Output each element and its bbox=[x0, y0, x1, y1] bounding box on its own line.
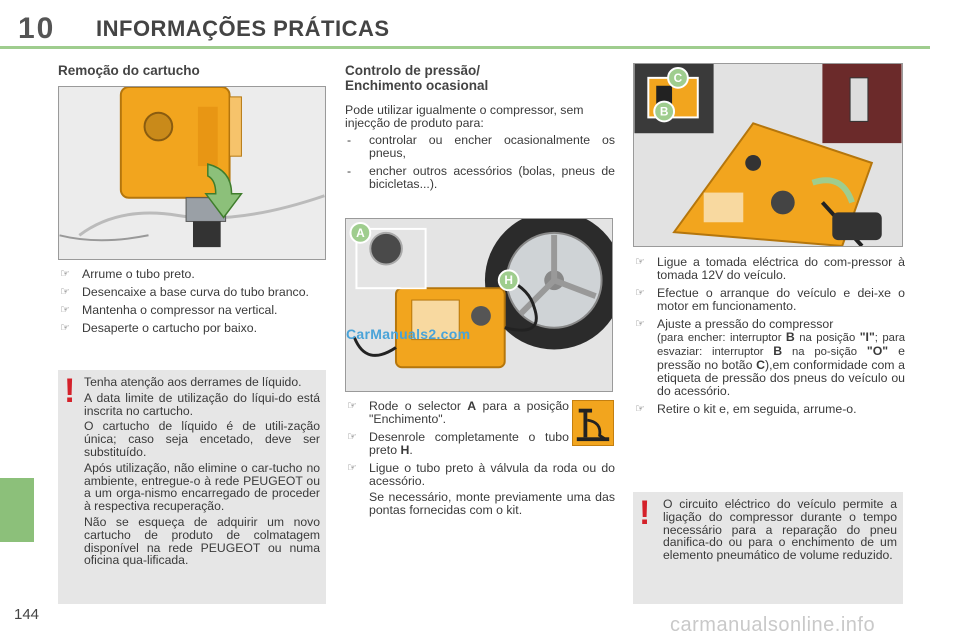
section-title-line: Controlo de pressão/ bbox=[345, 63, 481, 78]
step-text: ),em conformidade com a etiqueta de pressão dos pneus do veículo ou do acessório. bbox=[657, 358, 906, 398]
list-item bbox=[633, 318, 905, 398]
list-item bbox=[345, 165, 615, 191]
pointing-hand-icon: ☞ bbox=[635, 318, 645, 330]
tire-pump-icon bbox=[573, 401, 613, 445]
step-text: Arrume o tubo preto. bbox=[82, 267, 195, 281]
compressor-steps-list bbox=[633, 256, 905, 421]
list-item bbox=[58, 322, 328, 335]
pointing-hand-icon: ☞ bbox=[635, 287, 645, 299]
warning-paragraph: A data limite de utilização do líqui-do está inscrita no cartucho. bbox=[84, 390, 320, 418]
watermark-carmanuals: CarManuals2.com bbox=[346, 326, 471, 342]
callout-label-h: H bbox=[504, 273, 513, 288]
step-text: Ligue a tomada eléctrica do com-pressor à tomada 12V do veículo. bbox=[657, 255, 905, 282]
step-text: e pressão no botão bbox=[657, 344, 906, 372]
step-text: Rode o selector bbox=[369, 399, 468, 413]
list-item bbox=[633, 256, 905, 282]
callout-label-a: A bbox=[356, 225, 365, 240]
step-text: . bbox=[409, 443, 413, 457]
step-bold: "I" bbox=[859, 330, 875, 344]
warning-paragraph: Tenha atenção aos derrames de líquido. bbox=[84, 375, 302, 389]
warning-paragraph: Após utilização, não elimine o car-tucho no ambiente, entregue-o à rede PEUGEOT ou a um orga-nismo encarregado de proceder à respectiva recuperação. bbox=[84, 460, 320, 514]
callout-label-c: C bbox=[673, 70, 683, 85]
figure-compressor-switches bbox=[633, 63, 903, 247]
list-item bbox=[345, 134, 615, 160]
figure-compressor-wheel bbox=[345, 218, 613, 392]
list-text: controlar ou encher ocasionalmente os pneus, bbox=[369, 133, 615, 160]
list-item bbox=[58, 286, 328, 299]
page-number: 144 bbox=[14, 606, 40, 623]
watermark: carmanualsonline.info bbox=[670, 614, 876, 636]
list-item bbox=[58, 268, 328, 281]
warning-paragraph: Não se esqueça de adquirir um novo cartucho de produto de colmatagem disponível na rede PEUGEOT ou numa oficina qua-lificada. bbox=[84, 514, 320, 568]
uses-list bbox=[345, 134, 615, 196]
pointing-hand-icon: ☞ bbox=[635, 256, 645, 268]
list-item bbox=[58, 304, 328, 317]
step-bold: H bbox=[400, 443, 410, 457]
chapter-title: INFORMAÇÕES PRÁTICAS bbox=[96, 16, 390, 41]
step-bold: C bbox=[756, 358, 765, 372]
section-title-pressure-control bbox=[345, 63, 488, 93]
inflate-steps-list bbox=[345, 399, 615, 522]
pointing-hand-icon: ☞ bbox=[60, 268, 70, 280]
step-text: ; para esvaziar: interruptor bbox=[657, 332, 905, 358]
warning-paragraph: O cartucho de líquido é de utili-zação única; caso seja encetado, deve ser substituído. bbox=[84, 419, 320, 459]
step-text: Ligue o tubo preto à válvula da roda ou do acessório. bbox=[369, 461, 615, 488]
pointing-hand-icon: ☞ bbox=[60, 304, 70, 316]
pointing-hand-icon: ☞ bbox=[347, 462, 357, 474]
list-item bbox=[345, 400, 569, 426]
pointing-hand-icon: ☞ bbox=[635, 403, 645, 415]
step-text: Efectue o arranque do veículo e dei-xe o motor em funcionamento. bbox=[657, 286, 905, 313]
inflate-mode-icon bbox=[572, 400, 614, 446]
warning-icon: ! bbox=[639, 494, 651, 532]
chapter-number: 10 bbox=[18, 12, 56, 45]
step-bold: A bbox=[467, 399, 477, 413]
warning-text bbox=[84, 376, 320, 570]
pointing-hand-icon: ☞ bbox=[60, 322, 70, 334]
cartridge-steps-list bbox=[58, 268, 328, 340]
step-bold: B bbox=[773, 344, 783, 358]
callout-label-b: B bbox=[659, 104, 669, 119]
header-rule bbox=[0, 46, 930, 49]
step-text: Desenrole completamente o tubo preto bbox=[369, 430, 569, 457]
cartridge-illustration bbox=[59, 87, 325, 259]
intro-text: Pode utilizar igualmente o compressor, sem injecção de produto para: bbox=[345, 103, 584, 130]
pointing-hand-icon: ☞ bbox=[60, 286, 70, 298]
warning-box-electrical bbox=[633, 492, 903, 604]
chapter-side-tab bbox=[0, 478, 34, 542]
list-item bbox=[345, 431, 569, 457]
step-text: (para encher: interruptor bbox=[657, 332, 786, 344]
warning-box-cartridge bbox=[58, 370, 326, 604]
section-title-line: Enchimento ocasional bbox=[345, 78, 489, 93]
step-text: Desaperte o cartucho por baixo. bbox=[82, 321, 257, 335]
warning-text: O circuito eléctrico do veículo permite a ligação do compressor durante o tempo necessário para a reparação do pneu danifica-do ou para o enchimento de um elemento pneumático de volume reduzido. bbox=[663, 497, 897, 563]
step-bold: B bbox=[785, 330, 795, 344]
step-text: Mantenha o compressor na vertical. bbox=[82, 303, 278, 317]
step-bold: "O" bbox=[866, 344, 889, 358]
list-text: encher outros acessórios (bolas, pneus de bicicletas...). bbox=[369, 164, 615, 191]
pointing-hand-icon: ☞ bbox=[347, 400, 357, 412]
switches-illustration bbox=[634, 64, 902, 246]
step-continuation: Se necessário, monte previamente uma das pontas fornecidas com o kit. bbox=[369, 490, 615, 517]
step-text: para a posição "Enchimento". bbox=[369, 399, 569, 426]
step-text: Ajuste a pressão do compressor bbox=[657, 317, 834, 331]
list-item bbox=[633, 287, 905, 313]
step-text: na po-sição bbox=[782, 346, 867, 358]
step-text: na posição bbox=[794, 332, 860, 344]
figure-cartridge-removal bbox=[58, 86, 326, 260]
dash-marker: - bbox=[347, 133, 352, 147]
compressor-wheel-illustration bbox=[346, 219, 612, 391]
list-item bbox=[345, 462, 615, 517]
pointing-hand-icon: ☞ bbox=[347, 431, 357, 443]
section-title-cartridge-removal: Remoção do cartucho bbox=[58, 63, 200, 78]
step-text: Retire o kit e, em seguida, arrume-o. bbox=[657, 402, 857, 416]
list-item bbox=[633, 403, 905, 416]
warning-icon: ! bbox=[64, 372, 76, 410]
dash-marker: - bbox=[347, 164, 352, 178]
step-text: Desencaixe a base curva do tubo branco. bbox=[82, 285, 309, 299]
